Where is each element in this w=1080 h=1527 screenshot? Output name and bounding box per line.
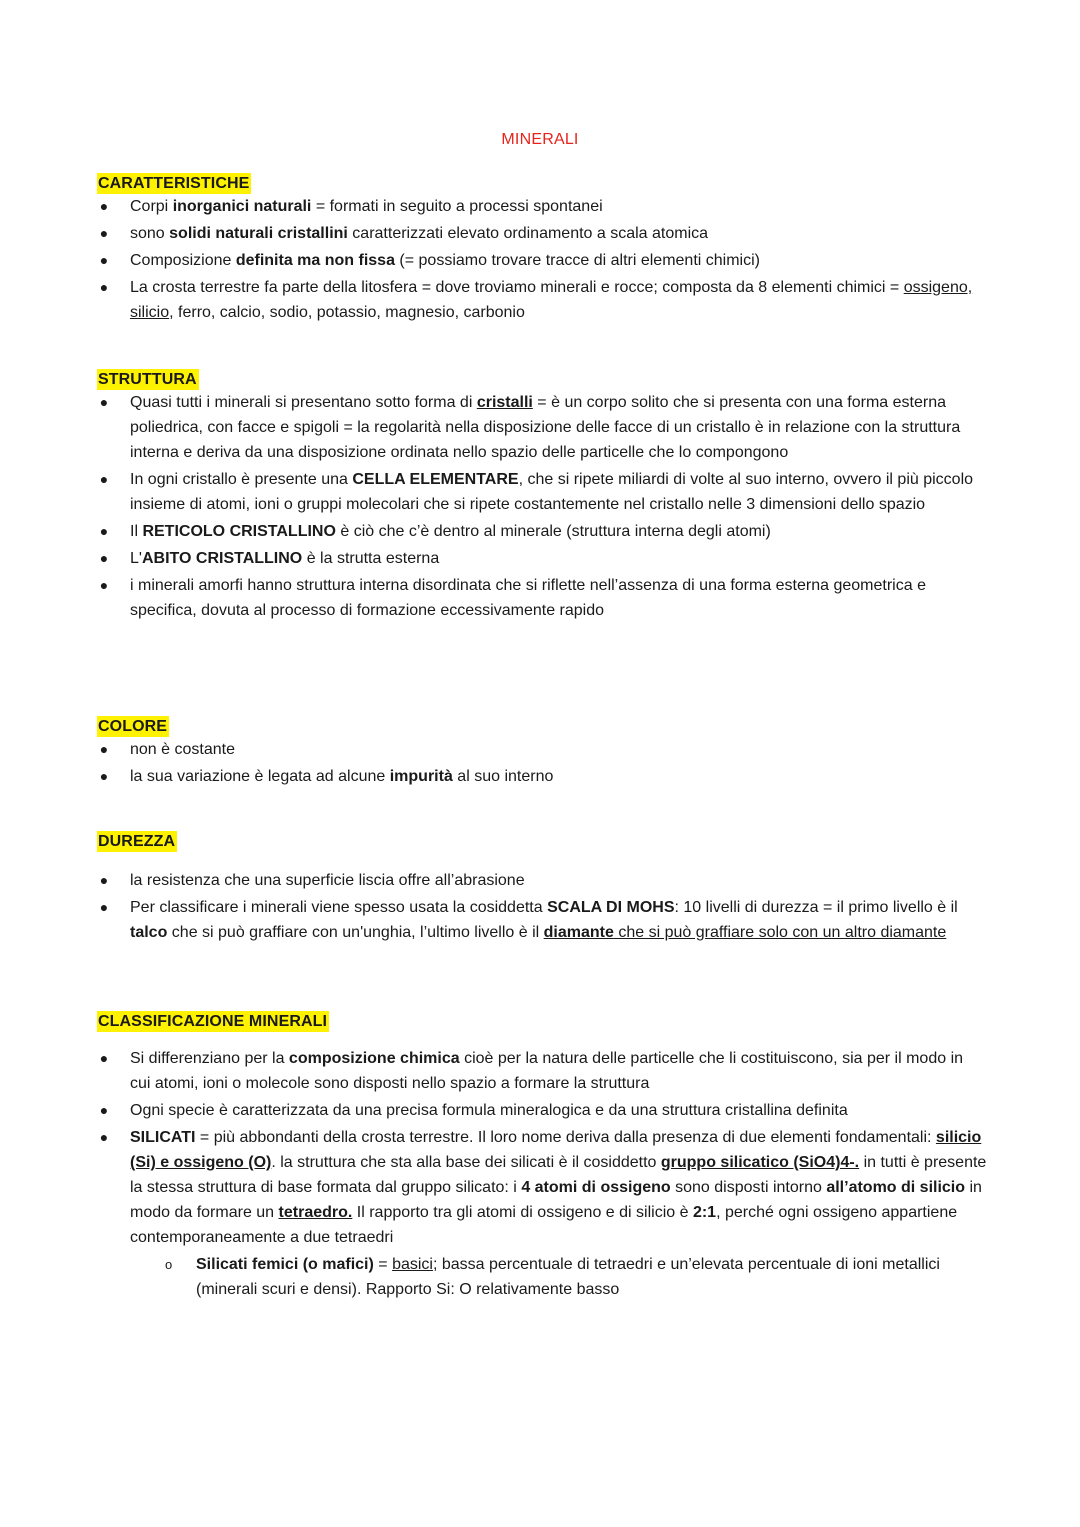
list-item (97, 390, 987, 465)
list-item (97, 764, 987, 789)
section-classificazione (97, 1011, 987, 1304)
bullet-list (97, 737, 987, 789)
list-item (97, 895, 987, 945)
list-item-text: Composizione definita ma non fissa (= possiamo trovare tracce di altri elementi chimici) (130, 252, 760, 269)
section-colore (97, 716, 987, 791)
list-item (97, 519, 987, 544)
section-durezza (97, 831, 987, 947)
list-item (97, 1046, 987, 1096)
bullet-icon: ● (99, 198, 109, 214)
bullet-icon: ● (99, 225, 109, 241)
section-heading: DUREZZA (98, 833, 176, 850)
list-item (97, 737, 987, 762)
list-item-text: La crosta terrestre fa parte della litosfera = dove troviamo minerali e rocce; composta da 8 elementi chimici = ossigeno, silicio, ferro, calcio, sodio, potassio, magnesio, carbonio (130, 279, 973, 321)
list-item-text: sono solidi naturali cristallini caratterizzati elevato ordinamento a scala atomica (130, 225, 709, 242)
list-item (97, 868, 987, 893)
list-item-text: Silicati femici (o mafici) = basici; bassa percentuale di tetraedri e un’elevata percentuale di ioni metallici (minerali scuri e densi). Rapporto Si: O relativamente basso (196, 1256, 940, 1298)
bullet-icon: ● (99, 768, 109, 784)
list-item-text: Quasi tutti i minerali si presentano sotto forma di cristalli = è un corpo solito che si presenta con una forma esterna poliedrica, con facce e spigoli = la regolarità nella disposizione delle facce di un cristallo è in relazione con la struttura interna e deriva da una disposizione ordinata nello spazio delle particelle che lo compongono (130, 394, 961, 461)
list-item (97, 1098, 987, 1123)
list-item (97, 194, 987, 219)
bullet-icon: ● (99, 577, 109, 593)
section-heading: CLASSIFICAZIONE MINERALI (98, 1013, 328, 1030)
bullet-icon: ● (99, 550, 109, 566)
list-item-text: i minerali amorfi hanno struttura interna disordinata che si riflette nell’assenza di una forma esterna geometrica e specifica, dovuta al processo di formazione eccessivamente rapido (130, 577, 926, 619)
bullet-icon: ● (99, 741, 109, 757)
bullet-icon: ● (99, 279, 109, 295)
bullet-list (97, 868, 987, 945)
sub-bullet-list (97, 1252, 987, 1302)
list-item-text: Il RETICOLO CRISTALLINO è ciò che c’è dentro al minerale (struttura interna degli atomi) (130, 523, 771, 540)
list-item (97, 467, 987, 517)
bullet-icon: ● (99, 1129, 109, 1145)
section-heading: CARATTERISTICHE (98, 175, 250, 192)
bullet-icon: ● (99, 899, 109, 915)
list-item-text: non è costante (130, 741, 235, 758)
page-title: MINERALI (501, 131, 579, 148)
list-item-text: SILICATI = più abbondanti della crosta terrestre. Il loro nome deriva dalla presenza di due elementi fondamentali: silicio (Si) e ossigeno (O). la struttura che sta alla base dei silicati è il cosiddetto gruppo silicatico (SiO4)4-. in tutti è presente la stessa struttura di base formata dal gruppo silicato: i 4 atomi di ossigeno sono disposti intorno all’atomo di silicio in modo da formare un tetraedro. Il rapporto tra gli atomi di ossigeno e di silicio è 2:1, perché ogni ossigeno appartiene contemporaneamente a due tetraedri (130, 1129, 987, 1246)
bullet-list (97, 194, 987, 325)
bullet-icon: ● (99, 471, 109, 487)
list-item (97, 546, 987, 571)
bullet-list (97, 1046, 987, 1250)
section-caratteristiche (97, 173, 987, 327)
list-item (97, 573, 987, 623)
bullet-icon: o (165, 1257, 173, 1272)
list-item-text: Corpi inorganici naturali = formati in seguito a processi spontanei (130, 198, 603, 215)
bullet-icon: ● (99, 394, 109, 410)
list-item-text: la sua variazione è legata ad alcune impurità al suo interno (130, 768, 554, 785)
list-item (97, 221, 987, 246)
bullet-icon: ● (99, 252, 109, 268)
bullet-icon: ● (99, 1102, 109, 1118)
list-item-text: Si differenziano per la composizione chimica cioè per la natura delle particelle che li costituiscono, sia per il modo in cui atomi, ioni o molecole sono disposti nello spazio a formare la struttura (130, 1050, 964, 1092)
list-item (97, 275, 987, 325)
list-item-text: la resistenza che una superficie liscia offre all’abrasione (130, 872, 525, 889)
bullet-icon: ● (99, 872, 109, 888)
bullet-list (97, 390, 987, 623)
section-heading: STRUTTURA (98, 371, 197, 388)
bullet-icon: ● (99, 1050, 109, 1066)
list-item-text: Per classificare i minerali viene spesso usata la cosiddetta SCALA DI MOHS: 10 livelli di durezza = il primo livello è il talco che si può graffiare con un'unghia, l’ultimo livello è il diamante che si può graffiare solo con un altro diamante (130, 899, 958, 941)
section-heading: COLORE (98, 718, 168, 735)
bullet-icon: ● (99, 523, 109, 539)
list-item-text: Ogni specie è caratterizzata da una precisa formula mineralogica e da una struttura cristallina definita (130, 1102, 848, 1119)
section-struttura (97, 369, 987, 625)
list-item (97, 248, 987, 273)
list-item (97, 1125, 987, 1250)
list-item-text: L'ABITO CRISTALLINO è la strutta esterna (130, 550, 440, 567)
list-item-text: In ogni cristallo è presente una CELLA ELEMENTARE, che si ripete miliardi di volte al suo interno, ovvero il più piccolo insieme di atomi, ioni o gruppi molecolari che si ripete costantemente nel cristallo nelle 3 dimensioni dello spazio (130, 471, 974, 513)
sub-list-item (97, 1252, 987, 1302)
